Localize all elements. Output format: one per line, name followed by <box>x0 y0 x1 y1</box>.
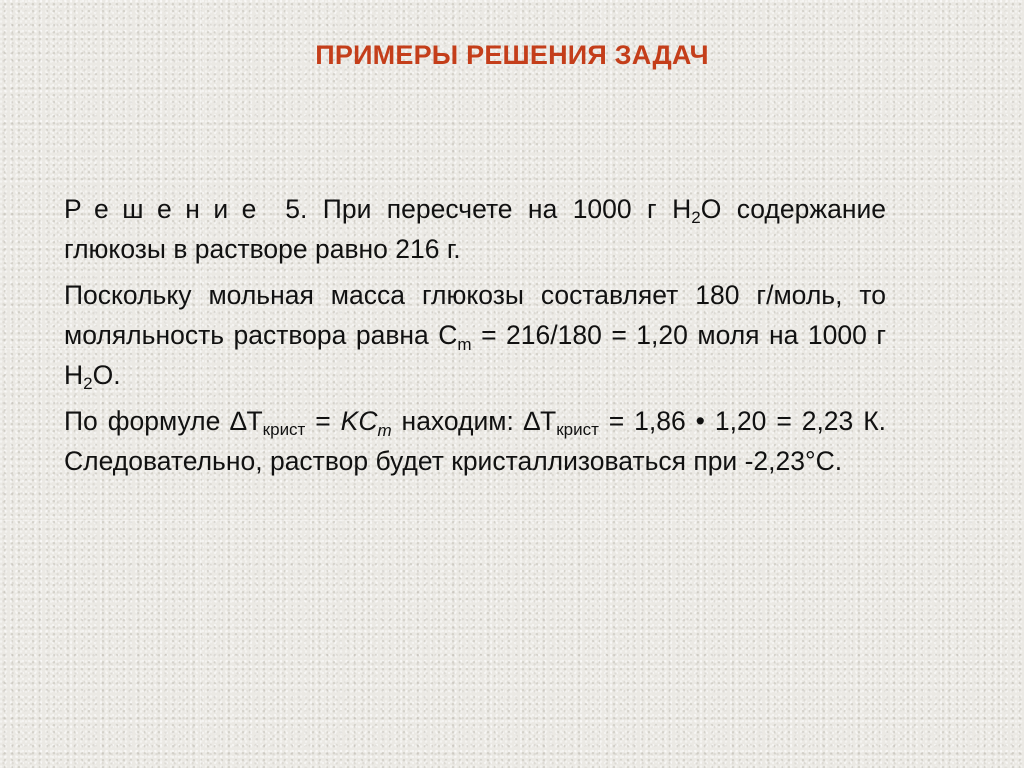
solution-text: 5. При пересчете на 1000 г Н <box>269 194 692 224</box>
background-grid-line <box>0 520 1024 521</box>
slide-title: ПРИМЕРЫ РЕШЕНИЯ ЗАДАЧ <box>315 40 709 70</box>
formula-text: = <box>305 406 341 436</box>
delta-t-symbol: ∆Т <box>523 406 557 436</box>
formula-kc: KC <box>340 406 378 436</box>
solution-text: О содержание глюкозы в растворе равно 216 г. <box>64 194 886 264</box>
molality-text: Поскольку мольная масса глюкозы составляет 180 г/моль, то моляльность раствора равна С <box>64 280 886 350</box>
subscript: крист <box>556 420 599 439</box>
subscript: крист <box>262 420 306 439</box>
subscript: 2 <box>83 374 93 393</box>
solution-paragraph <box>64 189 886 269</box>
formula-text: = 1,86 • 1,20 = 2,23 К. Следовательно, раствор будет кристаллизоваться при -2,23°С. <box>64 406 886 476</box>
slide-body <box>64 189 886 487</box>
subscript: 2 <box>691 208 701 227</box>
subscript: m <box>377 421 392 440</box>
subscript: m <box>457 335 472 354</box>
formula-text: находим: <box>391 406 524 436</box>
formula-paragraph <box>64 401 886 481</box>
formula-text: По формуле <box>64 406 231 436</box>
molality-text: = 216/180 = 1,20 моля на 1000 г Н <box>64 320 886 390</box>
molality-text: О. <box>92 360 121 390</box>
solution-label: Решение <box>64 194 270 224</box>
molality-paragraph <box>64 275 886 395</box>
delta-t-symbol: ∆Т <box>230 406 263 436</box>
